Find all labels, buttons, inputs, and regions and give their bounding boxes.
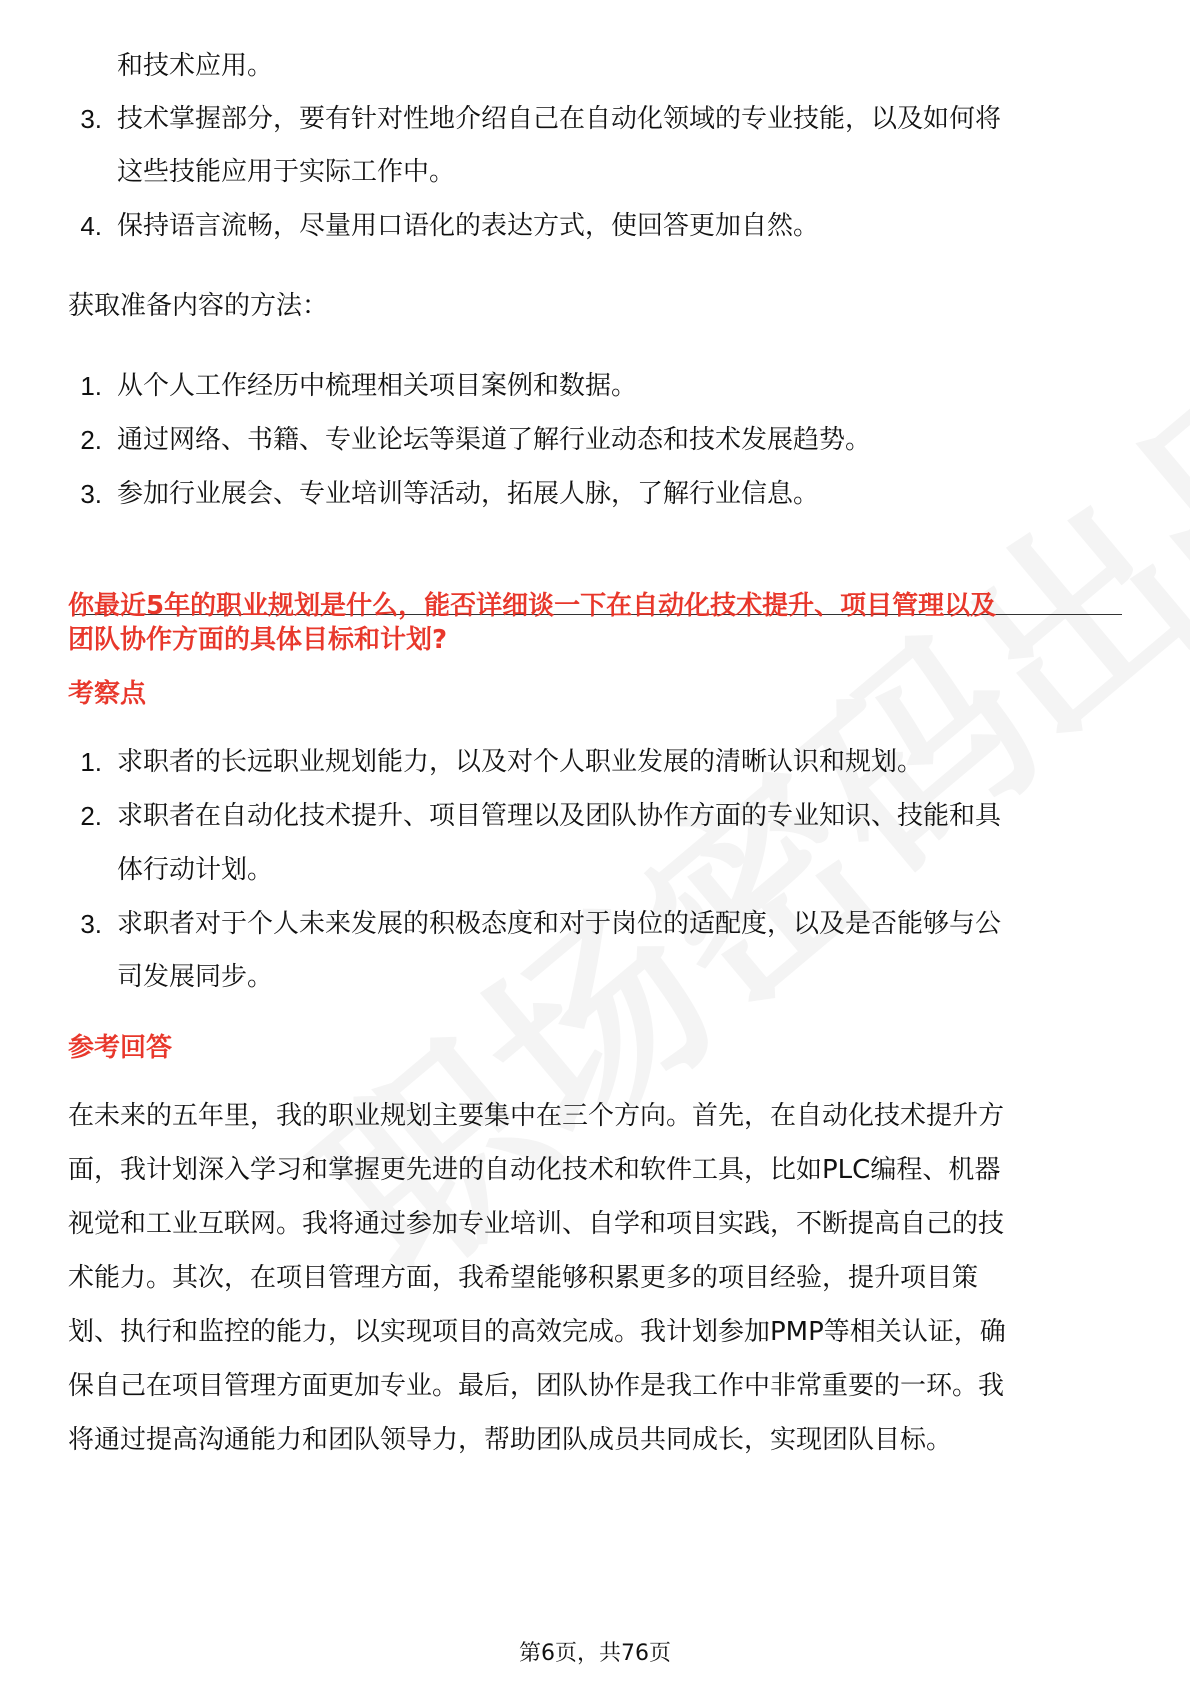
list-continuation: 和技术应用。 [117, 51, 274, 81]
list-item-line: 求职者的长远职业规划能力，以及对个人职业发展的清晰认识和规划。 [117, 747, 924, 777]
list-item-line: 这些技能应用于实际工作中。 [117, 157, 456, 187]
answer-line: 在未来的五年里，我的职业规划主要集中在三个方向。首先，在自动化技术提升方 [68, 1101, 1005, 1131]
list-number: 3. [80, 479, 102, 509]
answer-heading: 参考回答 [68, 1033, 173, 1063]
list-number: 1. [80, 371, 102, 401]
list-number: 2. [80, 801, 102, 831]
answer-line: 划、执行和监控的能力，以实现项目的高效完成。我计划参加PMP等相关认证，确 [68, 1317, 1006, 1347]
list-item-line: 求职者在自动化技术提升、项目管理以及团队协作方面的专业知识、技能和具 [117, 801, 1002, 831]
list-item-line: 体行动计划。 [117, 855, 274, 885]
list-item-line: 保持语言流畅，尽量用口语化的表达方式，使回答更加自然。 [117, 211, 820, 241]
question-line: 团队协作方面的具体目标和计划? [68, 625, 448, 655]
answer-line: 保自己在项目管理方面更加专业。最后，团队协作是我工作中非常重要的一环。我 [68, 1371, 1005, 1401]
list-number: 3. [80, 104, 102, 134]
list-number: 3. [80, 909, 102, 939]
list-item: 从个人工作经历中梳理相关项目案例和数据。 [117, 371, 638, 401]
list-number: 2. [80, 425, 102, 455]
question-line: 你最近5年的职业规划是什么，能否详细谈一下在自动化技术提升、项目管理以及 [68, 591, 997, 621]
list-item-line: 司发展同步。 [117, 962, 274, 992]
answer-line: 面，我计划深入学习和掌握更先进的自动化技术和软件工具，比如PLC编程、机器 [68, 1155, 1001, 1185]
list-item: 参加行业展会、专业培训等活动，拓展人脉，了解行业信息。 [117, 479, 820, 509]
answer-line: 将通过提高沟通能力和团队领导力，帮助团队成员共同成长，实现团队目标。 [68, 1425, 953, 1455]
list-item: 通过网络、书籍、专业论坛等渠道了解行业动态和技术发展趋势。 [117, 425, 872, 455]
list-item-line: 技术掌握部分，要有针对性地介绍自己在自动化领域的专业技能，以及如何将 [117, 104, 1002, 134]
list-number: 1. [80, 747, 102, 777]
prep-heading: 获取准备内容的方法： [68, 291, 329, 321]
answer-line: 视觉和工业互联网。我将通过参加专业培训、自学和项目实践，不断提高自己的技 [68, 1209, 1005, 1239]
focus-heading: 考察点 [68, 679, 147, 709]
list-number: 4. [80, 211, 102, 241]
list-item-line: 求职者对于个人未来发展的积极态度和对于岗位的适配度，以及是否能够与公 [117, 909, 1002, 939]
answer-line: 术能力。其次，在项目管理方面，我希望能够积累更多的项目经验，提升项目策 [68, 1263, 979, 1293]
page-footer: 第6页，共76页 [519, 1641, 671, 1666]
